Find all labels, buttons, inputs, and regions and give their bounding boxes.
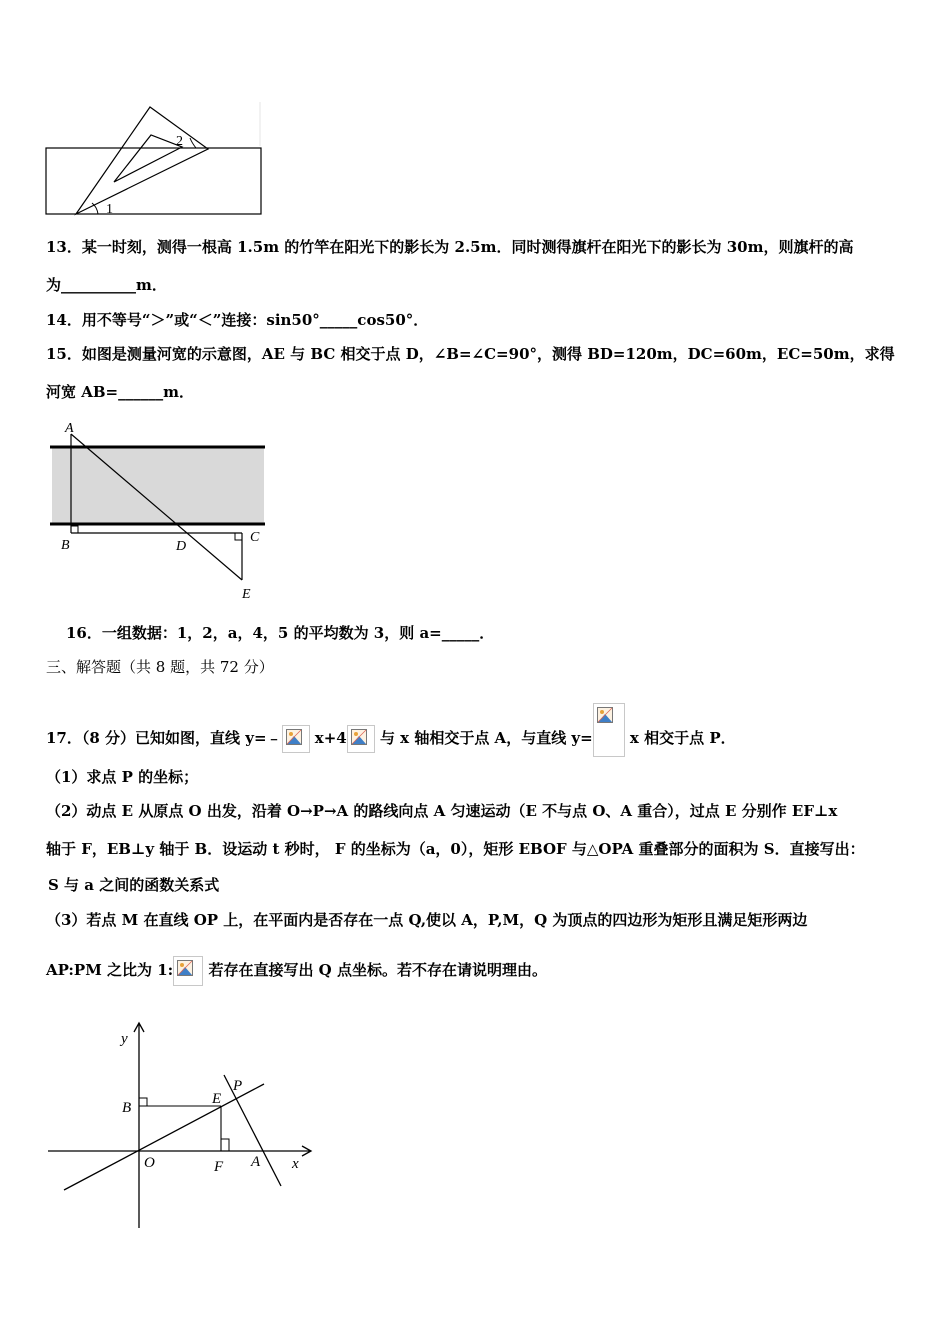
q17-part2-line3: S 与 a 之间的函数关系式 [48,876,220,894]
q17-part1: （1）求点 P 的坐标； [46,768,199,786]
label-C: C [250,530,260,545]
broken-image-icon [351,729,367,745]
axis-x-label: x [292,1156,299,1172]
section3-title: 三、解答题（共 8 题，共 72 分） [46,658,274,676]
triangle-ruler-figure [40,100,270,220]
formula-image-2 [347,725,375,753]
q14-text: 14．用不等号“＞”或“＜”连接：sin50°_____cos50°． [46,311,429,329]
q17-intro-b: x+4 [309,729,347,747]
q17-part3-line1: （3）若点 M 在直线 OP 上，在平面内是否存在一点 Q,使以 A，P,M，Q 为顶点的四边形为矩形且满足矩形两边 [46,911,808,929]
axis-y-label: y [121,1031,128,1047]
angle-1-label: 1 [106,202,113,217]
q17-part3-a: AP:PM 之比为 1: [46,961,174,979]
point-F-label: F [214,1159,224,1175]
q15-line1: 15．如图是测量河宽的示意图，AE 与 BC 相交于点 D，∠B=∠C=90°，测得 BD=120m，DC=60m，EC=50m，求得 [46,345,895,363]
q17-part3-b: 若存在直接写出 Q 点坐标。若不存在请说明理由。 [203,961,547,979]
label-D: D [176,539,187,554]
q13-line1: 13．某一时刻，测得一根高 1.5m 的竹竿在阳光下的影长为 2.5m．同时测得旗杆在阳光下的影长为 30m，则旗杆的高 [46,238,854,256]
label-B: B [61,538,70,553]
q13-line2: 为__________m． [46,276,167,294]
broken-image-icon [597,707,613,723]
point-O-label: O [144,1155,155,1171]
q15-line2: 河宽 AB=______m． [46,383,194,401]
broken-image-icon [286,729,302,745]
angle-2-label: 2 [176,134,183,149]
label-A: A [65,421,74,436]
formula-image-1 [282,725,310,753]
river-figure [46,416,276,606]
point-E-label: E [212,1091,222,1107]
q17-part3-line2 [46,956,547,988]
q17-part2-line1: （2）动点 E 从原点 O 出发，沿着 O→P→A 的路线向点 A 匀速运动（E 不与点 O、A 重合），过点 E 分别作 EF⊥x [46,802,838,820]
formula-image-4 [173,956,203,986]
q17-intro-a: 17．（8 分）已知如图，直线 y=﹣ [46,729,282,747]
q16-text: 16．一组数据：1，2，a，4，5 的平均数为 3，则 a=_____． [66,624,495,642]
q17-intro-c: 与 x 轴相交于点 A，与直线 y= [374,729,593,747]
q17-intro [46,703,736,747]
coordinate-figure [44,1018,324,1232]
broken-image-icon [177,960,193,976]
formula-image-3 [593,703,625,757]
label-E: E [242,587,251,602]
q17-part2-line2: 轴于 F，EB⊥y 轴于 B．设运动 t 秒时， F 的坐标为（a，0），矩形 EBOF 与△OPA 重叠部分的面积为 S．直接写出： [46,840,865,858]
point-A-label: A [251,1154,261,1170]
point-P-label: P [233,1078,243,1094]
q17-intro-d: x 相交于点 P． [624,729,736,747]
point-B-label: B [122,1100,132,1116]
